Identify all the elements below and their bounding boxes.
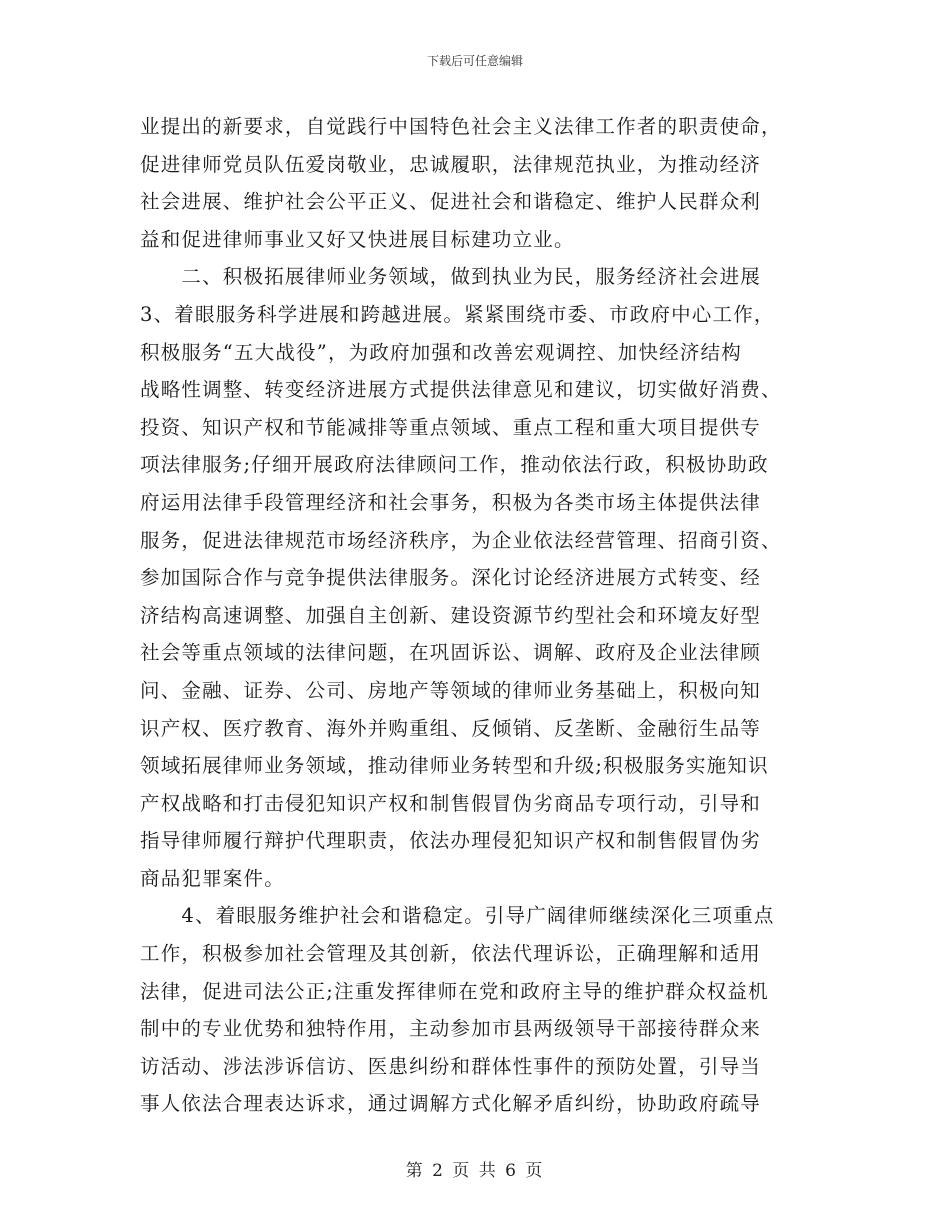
text-line: 领域拓展律师业务领域，推动律师业务转型和升级;积极服务实施知识 (140, 754, 769, 778)
text-line: 战略性调整、转变经济进展方式提供法律意见和建议，切实做好消费、 (140, 378, 782, 402)
text-line: 促进律师党员队伍爱岗敬业，忠诚履职，法律规范执业，为推动经济 (140, 152, 762, 176)
text-line: 服务，促进法律规范市场经济秩序，为企业依法经营管理、招商引资、 (140, 528, 782, 552)
text-line: 项法律服务;仔细开展政府法律顾问工作，推动依法行政，积极协助政 (140, 453, 769, 477)
text-line: 商品犯罪案件。 (140, 866, 285, 890)
text-line: 问、金融、证券、公司、房地产等领域的律师业务基础上，积极向知 (140, 678, 762, 702)
text-line: 府运用法律手段管理经济和社会事务，积极为各类市场主体提供法律 (140, 490, 762, 514)
text-line: 指导律师履行辩护代理职责，依法办理侵犯知识产权和制售假冒伪劣 (140, 829, 762, 853)
text-line: 社会进展、维护社会公平正义、促进社会和谐稳定、维护人民群众利 (140, 190, 762, 214)
text-line: 益和促进律师事业又好又快进展目标建功立业。 (140, 227, 575, 251)
text-line: 4、着眼服务维护社会和谐稳定。引导广阔律师继续深化三项重点 (140, 904, 775, 928)
text-line: 事人依法合理表达诉求，通过调解方式化解矛盾纠纷，协助政府疏导 (140, 1092, 762, 1116)
text-line: 业提出的新要求，自觉践行中国特色社会主义法律工作者的职责使命， (140, 115, 782, 138)
text-line: 参加国际合作与竞争提供法律服务。深化讨论经济进展方式转变、经 (140, 566, 762, 590)
page-number-footer: 第 2 页 共 6 页 (405, 1161, 545, 1181)
text-line: 3、着眼服务科学进展和跨越进展。紧紧围绕市委、市政府中心工作， (140, 302, 775, 326)
text-line: 社会等重点领域的法律问题，在巩固诉讼、调解、政府及企业法律顾 (140, 641, 762, 665)
page-header: 下载后可任意编辑 (426, 54, 523, 68)
text-line: 二、积极拓展律师业务领域，做到执业为民，服务经济社会进展 (140, 265, 762, 289)
text-line: 法律，促进司法公正;注重发挥律师在党和政府主导的维护群众权益机 (140, 979, 769, 1003)
text-line: 访活动、涉法涉诉信访、医患纠纷和群体性事件的预防处置，引导当 (140, 1054, 762, 1078)
text-line: 制中的专业优势和独特作用，主动参加市县两级领导干部接待群众来 (140, 1017, 762, 1041)
text-line: 工作，积极参加社会管理及其创新，依法代理诉讼，正确理解和适用 (140, 942, 762, 966)
text-line: 产权战略和打击侵犯知识产权和制售假冒伪劣商品专项行动，引导和 (140, 791, 762, 815)
text-line: 积极服务“五大战役”，为政府加强和改善宏观调控、加快经济结构 (140, 340, 742, 364)
text-line: 济结构高速调整、加强自主创新、建设资源节约型社会和环境友好型 (140, 603, 762, 627)
text-line: 识产权、医疗教育、海外并购重组、反倾销、反垄断、金融衍生品等 (140, 716, 762, 740)
body-text (140, 108, 800, 1123)
text-line: 投资、知识产权和节能减排等重点领域、重点工程和重大项目提供专 (140, 415, 762, 439)
